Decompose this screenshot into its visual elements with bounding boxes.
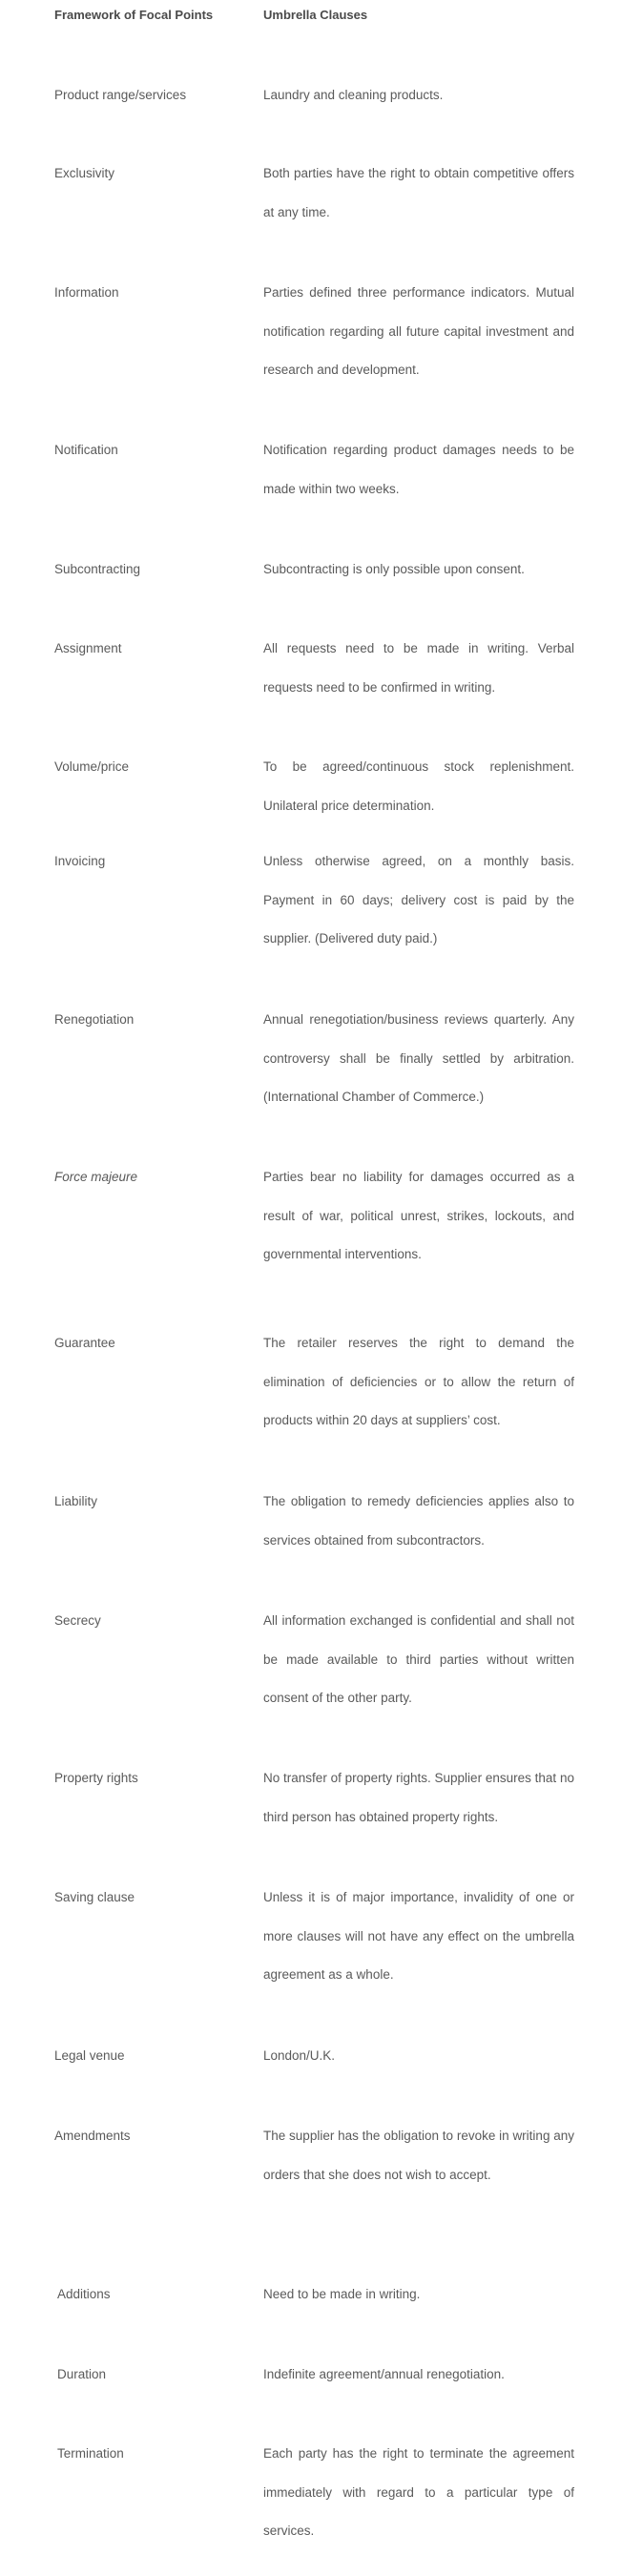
- umbrella-clause-text: Indefinite agreement/annual renegotiation.: [263, 2367, 505, 2381]
- focal-point-label: Invoicing: [54, 854, 106, 868]
- focal-point-label: Saving clause: [54, 1890, 135, 1904]
- umbrella-clause-text: Subcontracting is only possible upon consent.: [263, 562, 525, 576]
- umbrella-clause-text: Unless otherwise agreed, on a monthly basis. Payment in 60 days; delivery cost is paid by the supplier. (Delivered duty paid.): [263, 854, 574, 945]
- umbrella-clause-text: Notification regarding product damages needs to be made within two weeks.: [263, 443, 574, 496]
- umbrella-clause-text: London/U.K.: [263, 2048, 336, 2063]
- focal-point-label: Notification: [54, 443, 118, 457]
- focal-point-label: Renegotiation: [54, 1012, 135, 1027]
- focal-point-label: Force majeure: [54, 1170, 138, 1184]
- umbrella-clause-text: Both parties have the right to obtain competitive offers at any time.: [263, 166, 574, 219]
- umbrella-clause-text: Parties defined three performance indicators. Mutual notification regarding all future capital investment and research and development.: [263, 285, 574, 377]
- focal-point-label: Termination: [57, 2446, 124, 2461]
- umbrella-clause-text: Each party has the right to terminate the agreement immediately with regard to a particular type of services.: [263, 2446, 574, 2538]
- focal-point-label: Legal venue: [54, 2048, 125, 2063]
- focal-point-label: Secrecy: [54, 1613, 101, 1628]
- focal-point-label: Property rights: [54, 1771, 138, 1785]
- umbrella-clause-text: No transfer of property rights. Supplier ensures that no third person has obtained property rights.: [263, 1771, 574, 1824]
- focal-point-label: Product range/services: [54, 88, 187, 102]
- focal-point-label: Amendments: [54, 2129, 131, 2143]
- umbrella-clause-text: Need to be made in writing.: [263, 2287, 421, 2301]
- umbrella-clause-text: Unless it is of major importance, invalidity of one or more clauses will not have any effect on the umbrella agreement as a whole.: [263, 1890, 574, 1982]
- focal-point-label: Exclusivity: [54, 166, 115, 180]
- focal-point-label: Guarantee: [54, 1336, 115, 1350]
- focal-point-label: Duration: [57, 2367, 107, 2381]
- focal-point-label: Information: [54, 285, 119, 300]
- umbrella-clause-text: Laundry and cleaning products.: [263, 88, 444, 102]
- focal-point-label: Subcontracting: [54, 562, 141, 576]
- header-umbrella-clauses: Umbrella Clauses: [263, 8, 368, 22]
- umbrella-clause-text: The obligation to remedy deficiencies applies also to services obtained from subcontractors.: [263, 1494, 574, 1548]
- focal-point-label: Volume/price: [54, 759, 130, 774]
- focal-point-label: Liability: [54, 1494, 98, 1508]
- umbrella-clause-text: To be agreed/continuous stock replenishment. Unilateral price determination.: [263, 759, 574, 813]
- umbrella-clause-text: The retailer reserves the right to demand the elimination of deficiencies or to allow the return of products within 20 days at suppliers’ cost.: [263, 1336, 574, 1427]
- umbrella-clause-text: Parties bear no liability for damages occurred as a result of war, political unrest, strikes, lockouts, and governmental interventions.: [263, 1170, 574, 1261]
- header-focal-points: Framework of Focal Points: [54, 8, 214, 22]
- focal-point-label: Additions: [57, 2287, 111, 2301]
- umbrella-clause-text: All requests need to be made in writing. Verbal requests need to be confirmed in writing.: [263, 641, 574, 695]
- umbrella-clause-text: Annual renegotiation/business reviews quarterly. Any controversy shall be finally settled by arbitration. (International Chamber of Commerce.): [263, 1012, 574, 1104]
- umbrella-clause-text: All information exchanged is confidential and shall not be made available to third parties without written consent of the other party.: [263, 1613, 574, 1705]
- focal-point-label: Assignment: [54, 641, 122, 655]
- umbrella-clause-text: The supplier has the obligation to revoke in writing any orders that she does not wish to accept.: [263, 2129, 574, 2182]
